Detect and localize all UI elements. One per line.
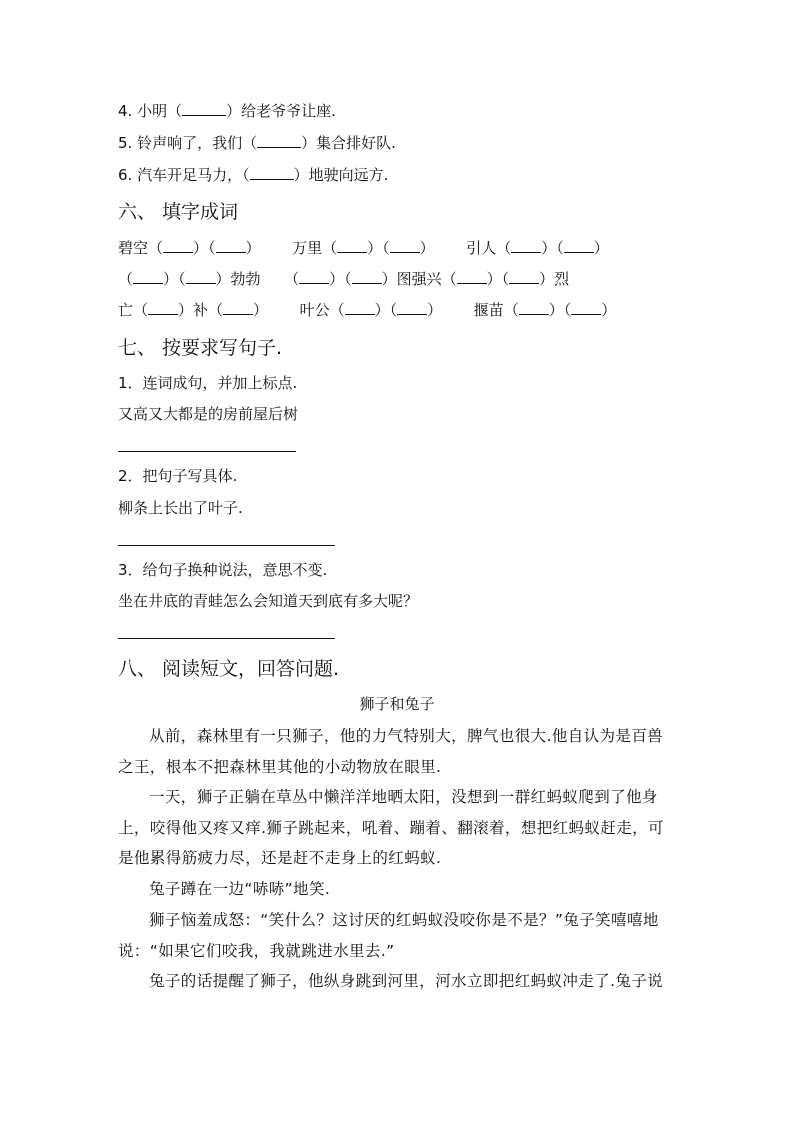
answer-blank[interactable] [564, 240, 594, 253]
answer-blank[interactable] [457, 271, 487, 284]
word-part: ）烈 [539, 270, 570, 288]
fill-item-6 [118, 165, 388, 185]
answer-blank[interactable] [250, 167, 294, 180]
question-2-label: 2．把句子写具体. [118, 467, 238, 485]
paragraph-text: 一天，狮子正躺在草丛中懒洋洋地晒太阳，没想到一群红蚂蚁爬到了他身上，咬得他又疼又痒.狮子跳起来，吼着、蹦着、翻滚着，想把红蚂蚁赶走，可是他累得筋疲力尽，还是赶不走身上的红蚂蚁. [118, 788, 664, 867]
story-title: 狮子和兔子 [359, 695, 435, 713]
word-part: ）（ [486, 270, 510, 288]
item-number: 6. [118, 166, 133, 184]
question-1-text: 又高又大都是的房前屋后树 [118, 405, 299, 423]
word-part: ）勃勃 [215, 270, 261, 288]
story-paragraph-1 [118, 721, 674, 782]
word-part: ） [253, 301, 269, 319]
word-part: 万里（ [292, 239, 338, 257]
answer-blank[interactable] [133, 271, 163, 284]
answer-line-2[interactable] [118, 545, 335, 546]
word-part: 亡（ [118, 301, 149, 319]
question-3-label: 3．给句子换种说法，意思不变. [118, 561, 328, 579]
story-paragraph-5 [118, 966, 674, 997]
word-row-2 [118, 269, 569, 289]
answer-blank[interactable] [148, 302, 178, 315]
paragraph-text: 兔子蹲在一边“哧哧”地笑. [149, 880, 331, 898]
question-1-label: 1．连词成句，并加上标点. [118, 374, 298, 392]
answer-blank[interactable] [509, 271, 539, 284]
answer-blank[interactable] [163, 240, 193, 253]
story-paragraph-3 [118, 874, 674, 905]
word-part: ） [245, 239, 261, 257]
word-part: （ [284, 270, 300, 288]
story-paragraph-2 [118, 782, 674, 874]
word-part: 碧空（ [118, 239, 164, 257]
answer-blank[interactable] [182, 103, 226, 116]
answer-blank[interactable] [337, 240, 367, 253]
paragraph-text: 狮子恼羞成怒：“笑什么？这讨厌的红蚂蚁没咬你是不是？”兔子笑嘻嘻地说：“如果它们咬我，我就跳进水里去.” [118, 911, 659, 960]
word-part: ）补（ [178, 301, 224, 319]
item-text-after: ）地驶向远方. [293, 166, 389, 184]
word-part: 揠苗（ [473, 301, 519, 319]
question-3-text: 坐在井底的青蛙怎么会知道天到底有多大呢？ [118, 592, 419, 610]
item-text-before: 铃声响了，我们（ [137, 134, 258, 152]
word-part: ）（ [329, 270, 352, 288]
answer-blank[interactable] [216, 240, 246, 253]
item-number: 5. [118, 134, 133, 152]
word-part: ）图强兴（ [381, 270, 457, 288]
answer-blank[interactable] [397, 302, 427, 315]
paragraph-text: 从前，森林里有一只狮子，他的力气特别大，脾气也很大.他自认为是百兽之王，根本不把森林里其他的小动物放在眼里. [118, 727, 664, 776]
word-part: ）（ [548, 301, 572, 319]
word-part: 叶公（ [299, 301, 345, 319]
answer-blank[interactable] [299, 271, 329, 284]
fill-item-5 [118, 133, 396, 153]
word-part: ）（ [163, 270, 186, 288]
answer-blank[interactable] [257, 135, 301, 148]
section-heading-7: 七、 按要求写句子. [118, 337, 283, 359]
word-part: ）（ [541, 239, 564, 257]
answer-blank[interactable] [519, 302, 549, 315]
section-heading-6: 六、 填字成词 [118, 201, 239, 223]
item-text-after: ）集合排好队. [301, 134, 396, 152]
word-part: 引人（ [466, 239, 512, 257]
word-part: ） [601, 301, 617, 319]
answer-blank[interactable] [223, 302, 253, 315]
word-part: ）（ [374, 301, 398, 319]
answer-blank[interactable] [345, 302, 375, 315]
item-text-before: 汽车开足马力，（ [137, 166, 250, 184]
item-text-before: 小明（ [137, 102, 183, 120]
answer-line-3[interactable] [118, 638, 335, 639]
word-part: ） [427, 301, 443, 319]
question-2-text: 柳条上长出了叶子. [118, 499, 243, 517]
item-number: 4. [118, 102, 133, 120]
word-row-1 [118, 238, 609, 258]
word-part: （ [118, 270, 134, 288]
word-part: ）（ [367, 239, 390, 257]
answer-blank[interactable] [352, 271, 382, 284]
item-text-after: ）给老爷爷让座. [226, 102, 336, 120]
answer-blank[interactable] [511, 240, 541, 253]
paragraph-text: 兔子的话提醒了狮子，他纵身跳到河里，河水立即把红蚂蚁冲走了.兔子说 [149, 972, 664, 990]
word-part: ） [593, 239, 609, 257]
answer-blank[interactable] [186, 271, 216, 284]
story-paragraph-4 [118, 905, 674, 966]
answer-line-1[interactable] [118, 451, 296, 452]
word-part: ） [419, 239, 435, 257]
section-heading-8: 八、 阅读短文，回答问题. [118, 658, 340, 680]
answer-blank[interactable] [390, 240, 420, 253]
word-row-3 [118, 300, 616, 320]
answer-blank[interactable] [571, 302, 601, 315]
word-part: ）（ [193, 239, 216, 257]
fill-item-4 [118, 101, 336, 121]
